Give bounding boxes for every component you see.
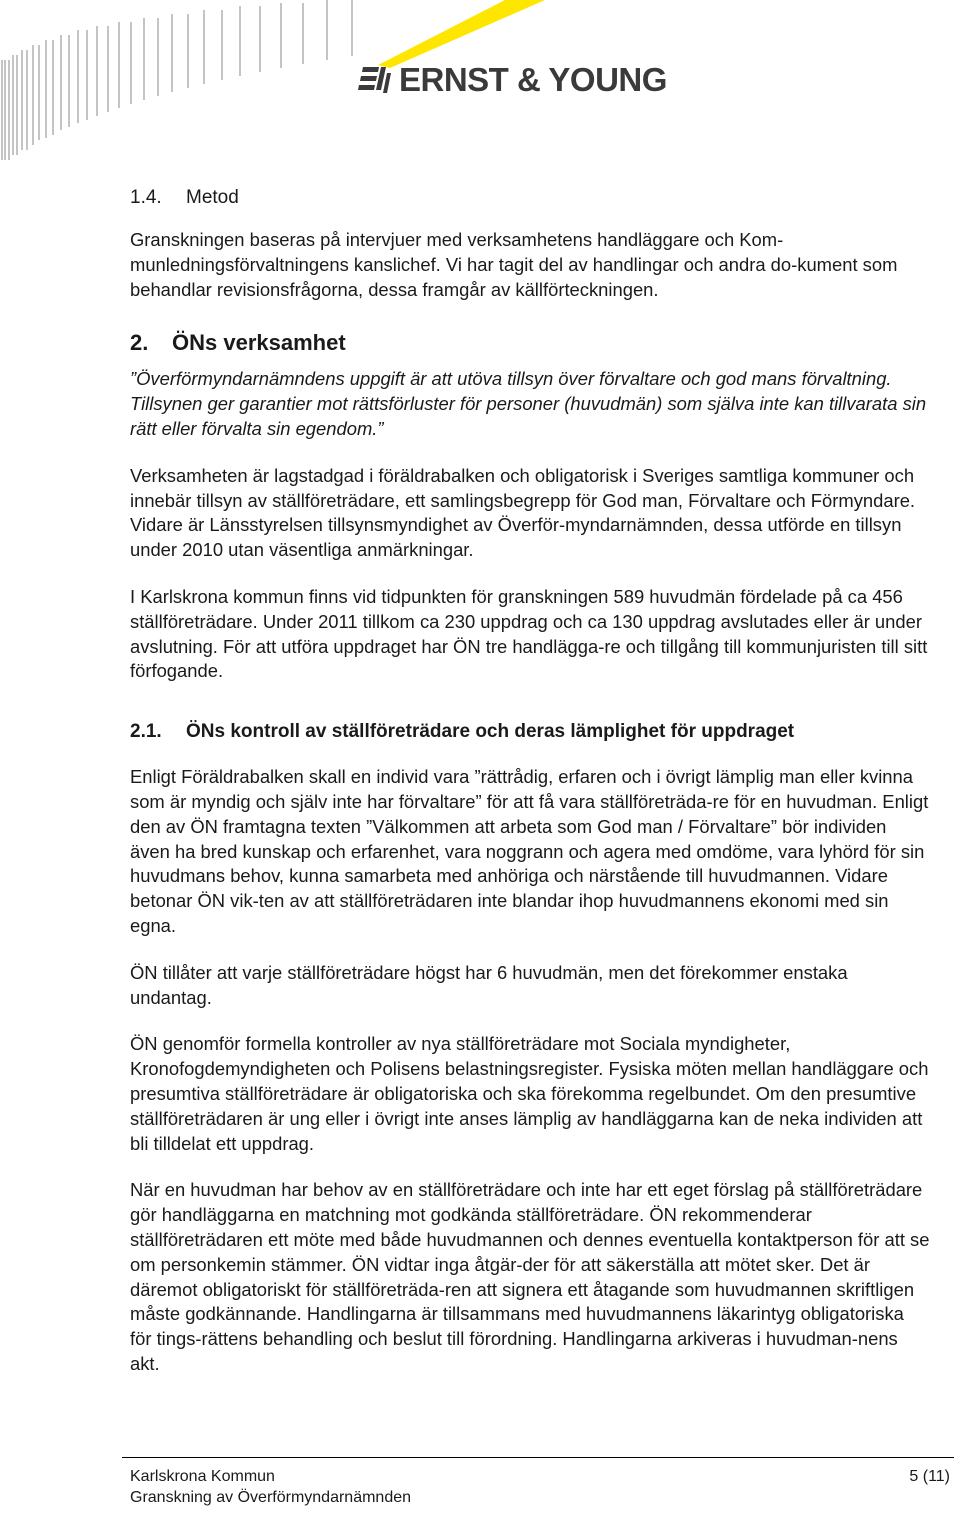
logo-wordmark: ERNST & YOUNG — [399, 61, 667, 98]
section-title: Metod — [186, 187, 239, 208]
page-footer — [130, 1466, 950, 1508]
grey-stripes-decoration — [2, 0, 352, 160]
paragraph: ÖN tillåter att varje ställföreträdare högst har 6 huvudmän, men det förekommer enstaka undantag. — [130, 961, 848, 1008]
quote-part-1: ”Överförmyndarnämndens uppgift är att utöva tillsyn över förvaltare och god mans förvaltning. — [130, 368, 892, 390]
quote-part-2: Tillsynen ger garantier mot rättsförluster för personer (huvudmän) som själva inte kan tillvarata sin rätt eller förvalta sin egendom.” — [130, 393, 927, 439]
company-logo — [357, 58, 667, 102]
chapter-number: 2. — [130, 330, 149, 356]
document-body — [130, 186, 930, 1377]
logo-bars-icon — [357, 65, 391, 95]
footer-page-number: 5 (11) — [909, 1468, 950, 1485]
footer-divider — [122, 1457, 954, 1458]
paragraph: Verksamheten är lagstadgad i föräldrabalken och obligatorisk i Sveriges samtliga kommuner och innebär tillsyn av ställföreträdare, ett samlingsbegrepp för God man, Förvaltare och Förmyndare. Vidare är Länsstyrelsen tillsynsmyndighet av Överför-myndarnämnden, dessa utförde en tillsyn under 2010 utan väsentliga anmärkningar. — [130, 464, 916, 561]
paragraph: I Karlskrona kommun finns vid tidpunkten för granskningen 589 huvudmän fördelade på ca 456 ställföreträdare. Under 2011 tillkom ca 230 uppdrag och ca 130 uppdrag avslutades eller är under avslutning. För att utföra uppdraget har ÖN tre handlägga-re och tillgång till kommunjuristen till sitt förfogande. — [130, 585, 928, 682]
section-number: 2.1. — [130, 721, 162, 743]
footer-report-title: Granskning av Överförmyndarnämnden — [130, 1489, 412, 1506]
paragraph: Enligt Föräldrabalken skall en individ vara ”rättrådig, erfaren och i övrigt lämplig man eller kvinna som är myndig och själv inte har förvaltare” för att få vara ställföreträda-re för en huvudman. Enligt den av ÖN framtagna texten ”Välkommen att arbeta som God man / Förvaltare” bör individen även ha bred kunskap och erfarenhet, vara noggrann och agera med omdöme, vara lyhörd för sin huvudmans behov, kunna samarbeta med anhöriga och närstående till huvudmannen. Vidare betonar ÖN vik-ten av att ställföreträdaren inte blandar ihop huvudmannens ekonomi med sin egna. — [130, 766, 929, 936]
chapter-title: ÖNs verksamhet — [172, 330, 346, 356]
section-number: 1.4. — [130, 187, 162, 208]
quote-paragraph — [130, 367, 930, 441]
section-heading-kontroll — [130, 719, 930, 745]
footer-organization: Karlskrona Kommun — [130, 1468, 275, 1485]
section-heading-metod — [130, 186, 930, 210]
paragraph: ÖN genomför formella kontroller av nya ställföreträdare mot Sociala myndigheter, Kronofogdemyndigheten och Polisens belastningsregister. Fysiska möten mellan handläggare och presumtiva ställföreträdare är obligatoriska och ska förekomma regelbundet. Om den presumtive ställföreträdaren är ung eller i övrigt inte anses lämplig av handläggarna kan de neka individen att bli tilldelat ett uppdrag. — [130, 1033, 929, 1154]
paragraph: När en huvudman har behov av en ställföreträdare och inte har ett eget förslag på ställföreträdare gör handläggarna en matchning mot godkända ställföreträdare. ÖN rekommenderar ställföreträdaren ett möte med både huvudmannen och dennes eventuella kontaktperson för att se om personkemin stämmer. ÖN vidtar inga åtgär-der för att säkerställa att mötet sker. Det är däremot obligatoriskt för ställföreträda-ren att signera ett åtagande som huvudmannen skriftligen måste godkännande. Handlingarna är tillsammans med huvudmannens läkarintyg obligatoriska för tings-rättens behandling och beslut till förordning. Handlingarna arkiveras i huvudman-nens akt. — [130, 1179, 930, 1374]
chapter-heading-ons-verksamhet — [130, 329, 930, 357]
paragraph: Granskningen baseras på intervjuer med verksamhetens handläggare och Kom-munledningsförvaltningens kanslichef. Vi har tagit del av handlingar och andra do-kument som behandlar revisionsfrågorna, dessa framgår av källförteckningen. — [130, 229, 898, 300]
section-title: ÖNs kontroll av ställföreträdare och deras lämplighet för uppdraget — [186, 721, 795, 743]
